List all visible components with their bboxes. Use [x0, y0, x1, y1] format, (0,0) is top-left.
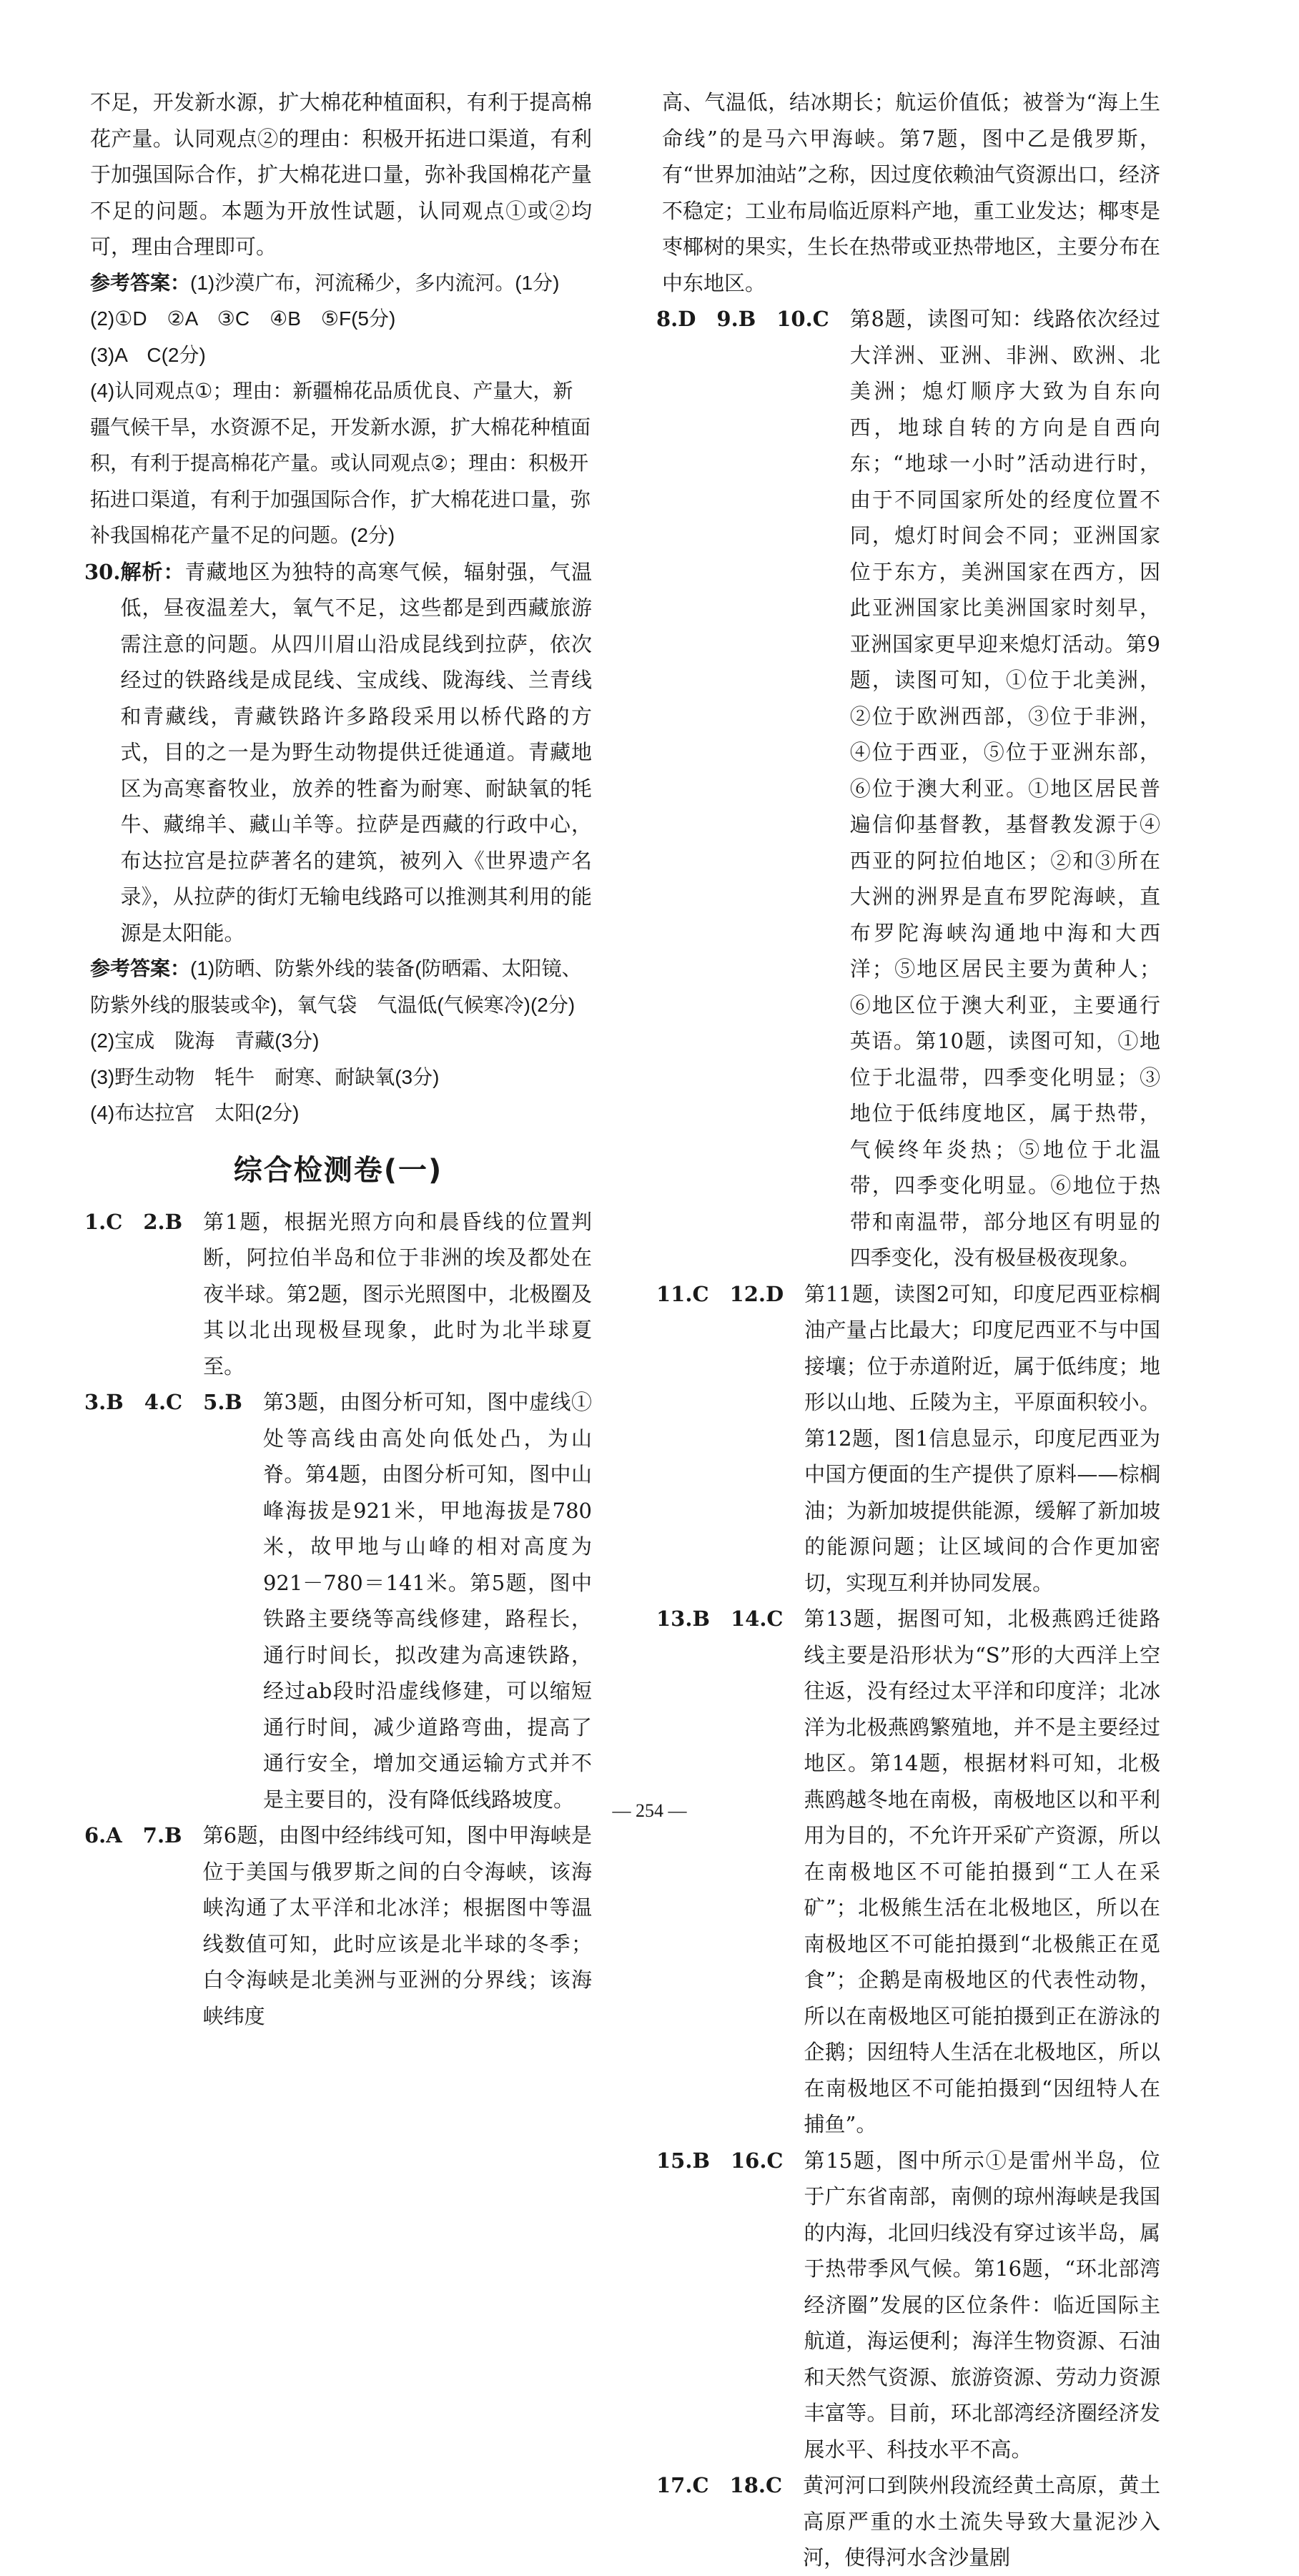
answer-item-text: 第15题，图中所示①是雷州半岛，位于广东省南部，南侧的琼州海峡是我国的内海，北回归线没有穿过该半岛，属于热带季风气候。第16题，“环北部湾经济圈”发展的区位条件：临近国际主航道，海运便利；海洋生物资源、石油和天然气资源、旅游资源、劳动力资源丰富等。目前，环北部湾经济圈经济发展水平、科技水平不高。: [804, 2148, 1160, 2462]
answer-item-text: 第3题，由图分析可知，图中虚线①处等高线由高处向低处凸，为山脊。第4题，由图分析可知，图中山峰海拔是921米，甲地海拔是780米，故甲地与山峰的相对高度为921－780＝141米。第5题，图中铁路主要绕等高线修建，路程长，通行时间长，拟改建为高速铁路，经过ab段时沿虚线修建，可以缩短通行时间，减少道路弯曲，提高了通行安全，增加交通运输方式并不是主要目的，没有降低线路坡度。: [262, 1390, 592, 1812]
answer-item-3-5: [84, 1384, 592, 1817]
q29-analysis-continuation: 不足，开发新水源，扩大棉花种植面积，有利于提高棉花产量。认同观点②的理由：积极开拓进口渠道，有利于加强国际合作，扩大棉花进口量，弥补我国棉花产量不足的问题。本题为开放性试题，认同观点①或②均可，理由合理即可。: [90, 90, 592, 259]
answer-item-number: 3.B 4.C 5.B: [84, 1390, 263, 1414]
q29-answer-block: [84, 265, 592, 554]
q7-continuation: 高、气温低，结冰期长；航运价值低；被誉为“海上生命线”的是马六甲海峡。第7题，图中乙是俄罗斯，有“世界加油站”之称，因过度依赖油气资源出口，经济不稳定；工业布局临近原料产地，重工业发达；椰枣是枣椰树的果实，生长在热带或亚热带地区，主要分布在中东地区。: [662, 90, 1160, 295]
answer-item-text: 第11题，读图2可知，印度尼西亚棕榈油产量占比最大；印度尼西亚不与中国接壤；位于赤道附近，属于低纬度；地形以山地、丘陵为主，平原面积较小。第12题，图1信息显示，印度尼西亚为中国方便面的生产提供了原料——棕榈油；为新加坡提供能源，缓解了新加坡的能源问题；让区域间的合作更加密切，实现互利并协同发展。: [804, 1281, 1160, 1595]
q29-answer-1: (1)沙漠广布，河流稀少，多内流河。(1分): [190, 271, 560, 294]
q29-answer-4: (4)认同观点①；理由：新疆棉花品质优良、产量大，新疆气候干旱，水资源不足，开发新水源，扩大棉花种植面积，有利于提高棉花产量。或认同观点②；理由：积极开拓进口渠道，有利于加强国际合作，扩大棉花进口量，弥补我国棉花产量不足的问题。(2分): [90, 380, 591, 546]
q30-answer-line-1: [84, 951, 592, 1023]
q30-answer-3: (3)野生动物 牦牛 耐寒、耐缺氧(3分): [90, 1065, 440, 1088]
answer-item-number: 17.C 18.C: [656, 2473, 804, 2497]
q30-number: 30.: [84, 559, 121, 584]
q29-answer-3: (3)A C(2分): [90, 343, 206, 366]
answer-item-text: 第1题，根据光照方向和晨昏线的位置判断，阿拉伯半岛和位于非洲的埃及都处在夜半球。第2题，图示光照图中，北极圈及其以北出现极昼现象，此时为北半球夏至。: [203, 1209, 592, 1378]
answer-item-text: 第8题，读图可知：线路依次经过大洋洲、亚洲、非洲、欧洲、北美洲；熄灯顺序大致为自东向西，地球自转的方向是自西向东；“地球一小时”活动进行时，由于不同国家所处的经度位置不同，熄灯时间会不同；亚洲国家位于东方，美洲国家在西方，因此亚洲国家比美洲国家时刻早，亚洲国家更早迎来熄灯活动。第9题，读图可知，①位于北美洲，②位于欧洲西部，③位于非洲，④位于西亚，⑤位于亚洲东部，⑥位于澳大利亚。①地区居民普遍信仰基督教，基督教发源于④西亚的阿拉伯地区；②和③所在大洲的洲界是直布罗陀海峡，直布罗陀海峡沟通地中海和大西洋；⑤地区居民主要为黄种人；⑥地区位于澳大利亚，主要通行英语。第10题，读图可知，①地位于北温带，四季变化明显；③地位于低纬度地区，属于热带，气候终年炎热；⑤地位于北温带，四季变化明显。⑥地位于热带和南温带，部分地区有明显的四季变化，没有极昼极夜现象。: [849, 307, 1160, 1270]
answer-item-8-10: [656, 301, 1160, 1276]
q30-analysis-text: 青藏地区为独特的高寒气候，辐射强，气温低，昼夜温差大，氧气不足，这些都是到西藏旅游需注意的问题。从四川眉山沿成昆线到拉萨，依次经过的铁路线是成昆线、宝成线、陇海线、兰青线和青藏线，青藏铁路许多路段采用以桥代路的方式，目的之一是为野生动物提供迁徙通道。青藏地区为高寒畜牧业，放养的牲畜为耐寒、耐缺氧的牦牛、藏绵羊、藏山羊等。拉萨是西藏的行政中心，布达拉宫是拉萨著名的建筑，被列入《世界遗产名录》，从拉萨的街灯无输电线路可以推测其利用的能源是太阳能。: [120, 559, 592, 945]
q29-answer-2: (2)①D ②A ③C ④B ⑤F(5分): [90, 307, 396, 330]
answer-label: 参考答案：: [90, 270, 191, 295]
answer-item-6-7: [84, 1817, 592, 2034]
answer-item-text: 第13题，据图可知，北极燕鸥迁徙路线主要是沿形状为“S”形的大西洋上空往返，没有经过太平洋和印度洋；北冰洋为北极燕鸥繁殖地，并不是主要经过地区。第14题，根据材料可知，北极燕鸥越冬地在南极，南极地区以和平利用为目的，不允许开采矿产资源，所以在南极地区不可能拍摄到“工人在采矿”；北极熊生活在北极地区，所以在南极地区不可能拍摄到“北极熊正在觅食”；企鹅是南极地区的代表性动物，所以在南极地区可能拍摄到正在游泳的企鹅；因纽特人生活在北极地区，所以在南极地区不可能拍摄到“因纽特人在捕鱼”。: [804, 1607, 1160, 2136]
answer-item-number: 1.C 2.B: [84, 1209, 204, 1234]
q30-answer-block: [84, 951, 592, 1132]
answer-item-text: 第6题，由图中经纬线可知，图中甲海峡是位于美国与俄罗斯之间的白令海峡，该海峡沟通了太平洋和北冰洋；根据图中等温线数值可知，此时应该是北半球的冬季；白令海峡是北美洲与亚洲的分界线；该海峡纬度: [202, 1823, 592, 2028]
section-title: 综合检测卷(一): [233, 1153, 443, 1187]
answer-item-15-16: [656, 2143, 1160, 2468]
q30-analysis: [84, 554, 592, 952]
answer-item-number: 8.D 9.B 10.C: [656, 307, 850, 331]
q30-answer-2: (2)宝成 陇海 青藏(3分): [90, 1030, 320, 1052]
q29-answer-line-1: [84, 265, 592, 302]
answer-item-13-14: [656, 1601, 1160, 2143]
analysis-label: 解析：: [120, 559, 185, 584]
right-column: [656, 84, 1160, 2576]
answer-item-number: 6.A 7.B: [84, 1823, 203, 1847]
answer-item-11-12: [656, 1276, 1160, 1602]
answer-item-number: 13.B 14.C: [656, 1607, 804, 1631]
page-number: — 254 —: [612, 1800, 687, 1821]
answer-item-number: 15.B 16.C: [656, 2148, 804, 2173]
answer-item-1-2: [84, 1204, 592, 1385]
left-column: [84, 84, 592, 2034]
answer-item-number: 11.C 12.D: [656, 1281, 805, 1306]
answer-item-17-18: [656, 2467, 1160, 2576]
answer-label: 参考答案：: [90, 957, 191, 980]
q30-answer-1: (1)防晒、防紫外线的装备(防晒霜、太阳镜、防紫外线的服装或伞)，氧气袋 气温低(气候寒冷)(2分): [90, 957, 582, 1016]
q30-answer-4: (4)布达拉宫 太阳(2分): [90, 1102, 300, 1124]
answer-item-text: 黄河河口到陕州段流经黄土高原，黄土高原严重的水土流失导致大量泥沙入河，使得河水含沙量剧: [803, 2473, 1160, 2570]
